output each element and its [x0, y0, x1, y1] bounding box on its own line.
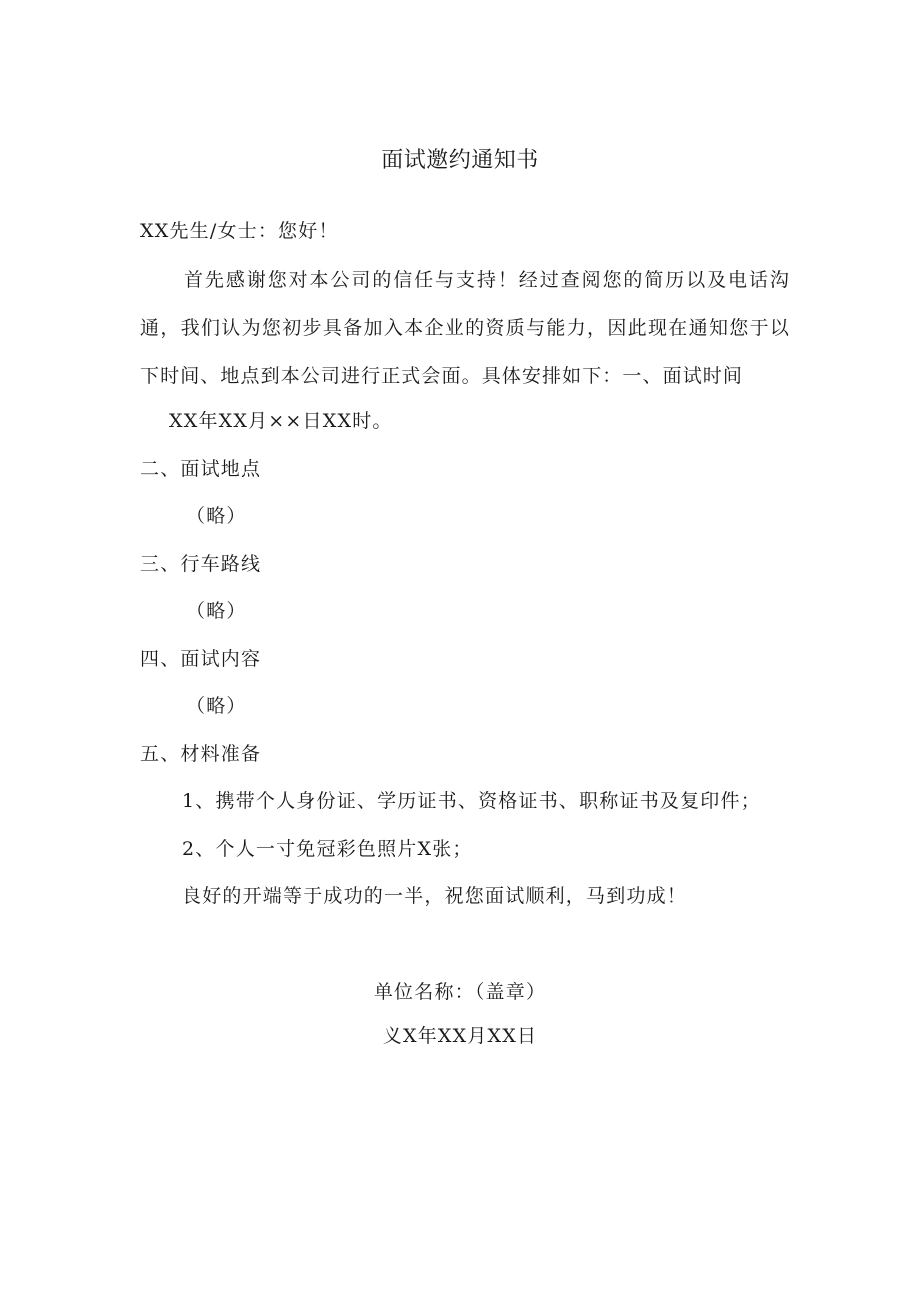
interview-time-value: XX年XX月××日XX时。 [169, 410, 393, 432]
section-location-heading: 二、面试地点 [140, 458, 262, 480]
closing-line: 良好的开端等于成功的一半，祝您面试顺利，马到功成！ [182, 885, 688, 907]
salutation: XX先生/女士：您好！ [140, 220, 339, 242]
section-materials-heading: 五、材料准备 [140, 743, 262, 765]
document-title: 面试邀约通知书 [381, 148, 539, 173]
document-date: 义X年XX月XX日 [382, 1025, 538, 1047]
materials-item: 1、携带个人身份证、学历证书、资格证书、职称证书及复印件； [182, 790, 761, 812]
section-route-body: （略） [186, 600, 247, 622]
intro-paragraph: 首先感谢您对本公司的信任与支持！经过查阅您的简历以及电话沟通，我们认为您初步具备加入本企业的资质与能力，因此现在通知您于以下时间、地点到本公司进行正式会面。具体安排如下：一、面试时间 [140, 269, 790, 387]
section-route-heading: 三、行车路线 [140, 553, 262, 575]
organization-name: 单位名称：（盖章） [373, 981, 547, 1003]
materials-item: 2、个人一寸免冠彩色照片X张； [182, 838, 473, 860]
section-location-body: （略） [186, 505, 247, 527]
section-content-body: （略） [186, 695, 247, 717]
section-content-heading: 四、面试内容 [140, 648, 262, 670]
